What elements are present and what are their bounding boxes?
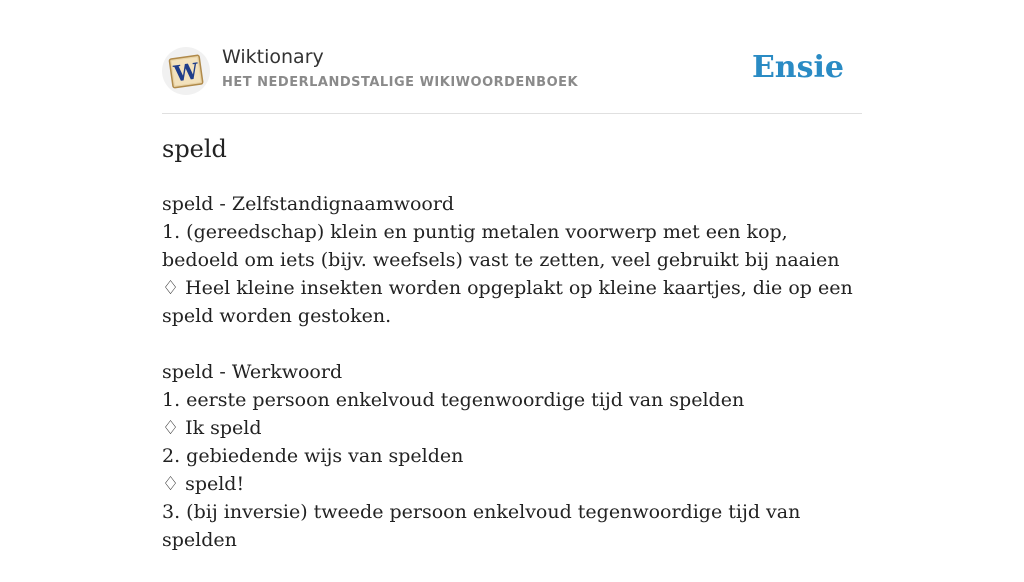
site-header	[162, 44, 862, 114]
wiktionary-logo-icon[interactable]	[162, 47, 210, 95]
definition-item: 1. eerste persoon enkelvoud tegenwoordige tijd van spelden	[162, 389, 745, 411]
site-subtitle: HET NEDERLANDSTALIGE WIKIWOORDENBOEK	[222, 75, 579, 90]
example-item: ♢ Ik speld	[162, 417, 262, 439]
definitions-content	[162, 190, 862, 582]
entry-heading: speld - Werkwoord	[162, 361, 343, 383]
page	[162, 0, 862, 551]
entry-noun	[162, 190, 862, 330]
entry-heading: speld - Zelfstandignaamwoord	[162, 193, 455, 215]
definition-item: 3. (bij inversie) tweede persoon enkelvoud tegenwoordige tijd van spelden	[162, 501, 801, 551]
site-title[interactable]: Wiktionary	[222, 46, 324, 68]
example-item: ♢ speld!	[162, 473, 245, 495]
definition-item: 1. (gereedschap) klein en puntig metalen voorwerp met een kop, bedoeld om iets (bijv. weefsels) vast te zetten, veel gebruikt bij naaien	[162, 221, 840, 271]
page-title: speld	[162, 135, 227, 163]
ensie-link[interactable]: Ensie	[751, 50, 844, 85]
example-item: ♢ Heel kleine insekten worden opgeplakt op kleine kaartjes, die op een speld worden gestoken.	[162, 277, 853, 327]
logo-letter: W	[172, 58, 201, 88]
definition-item: 2. gebiedende wijs van spelden	[162, 445, 464, 467]
entry-verb	[162, 358, 862, 554]
